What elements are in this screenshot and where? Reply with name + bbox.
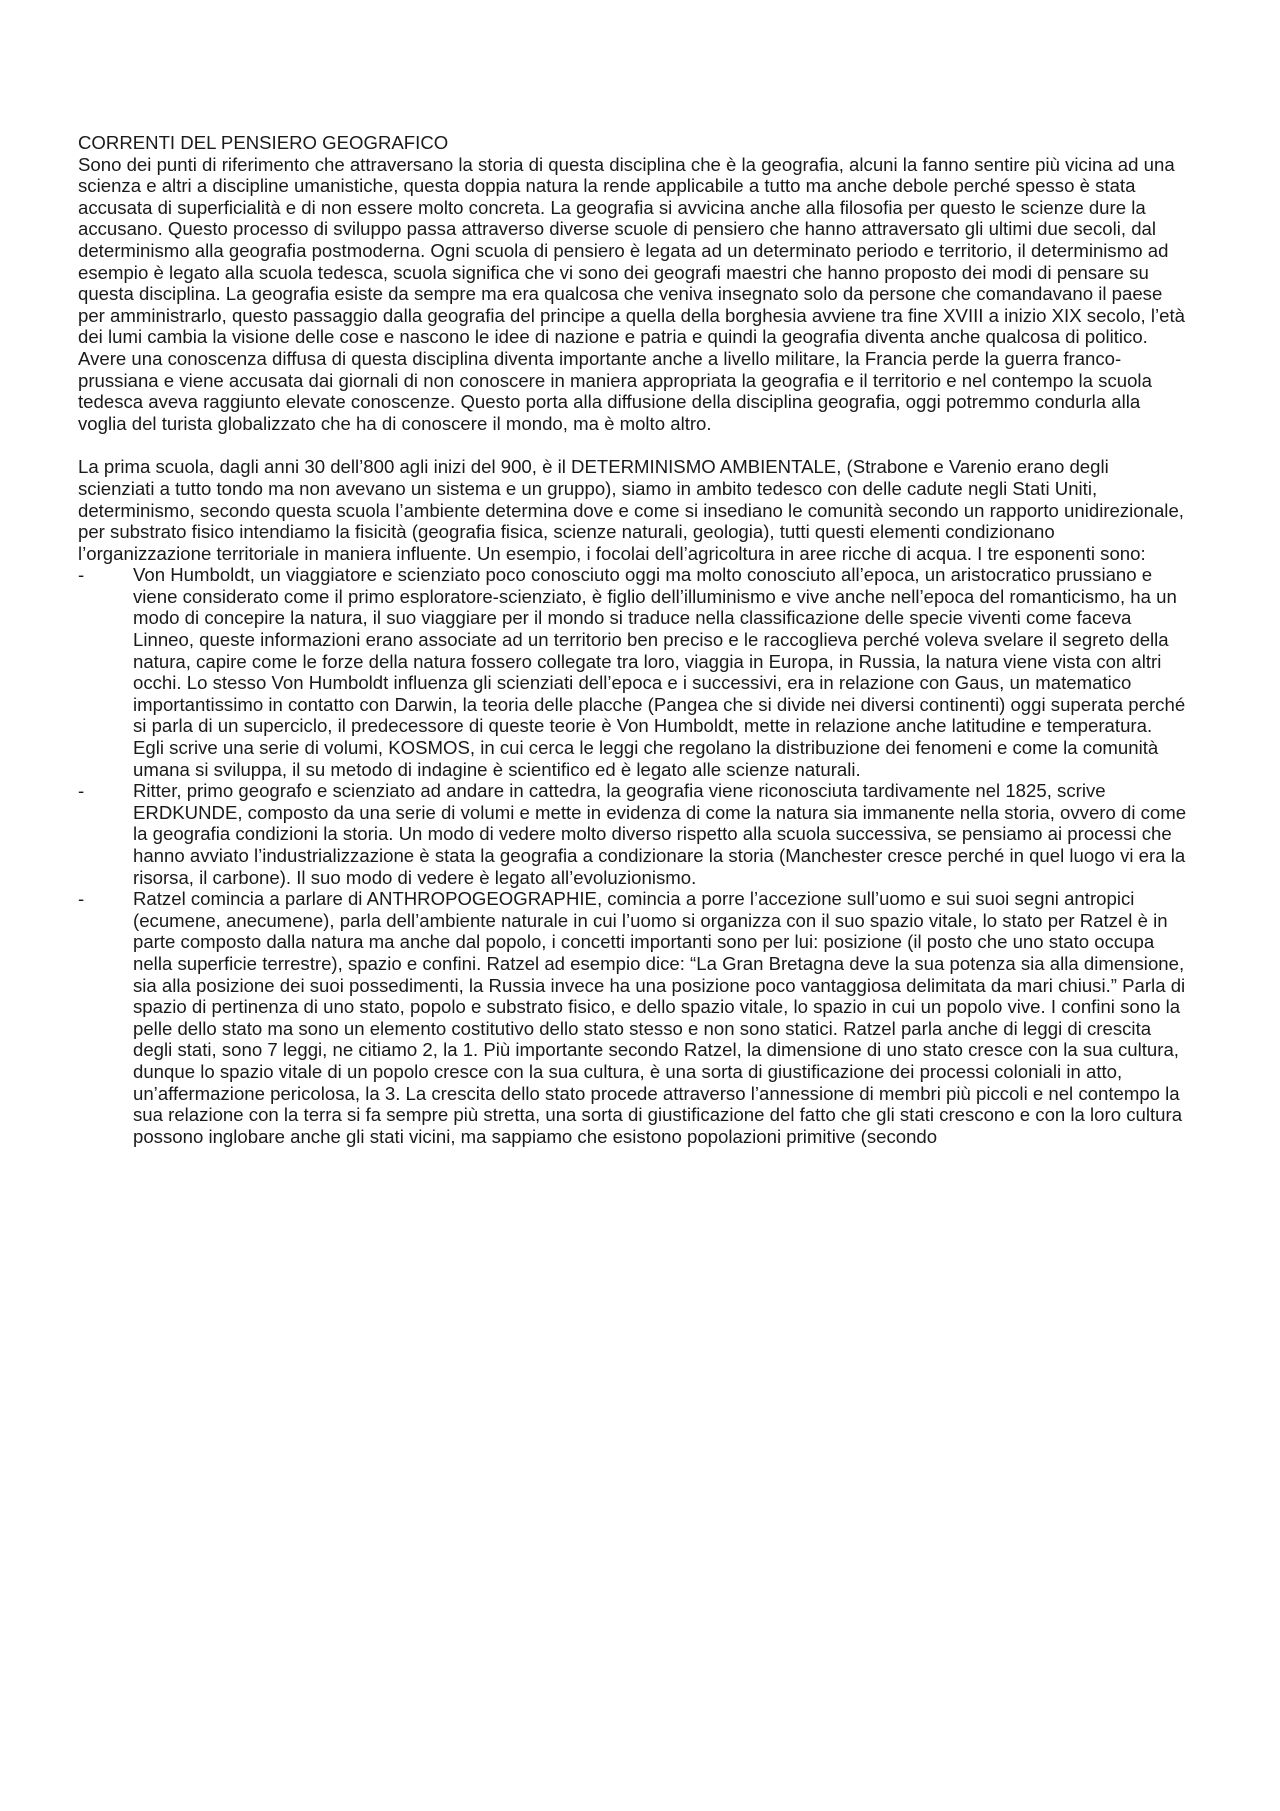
intro-paragraph: Sono dei punti di riferimento che attraversano la storia di questa disciplina che è la geografia, alcuni la fanno sentire più vicina ad una scienza e altri a discipline umanistiche, questa doppia natura la rende applicabile a tutto ma anche debole perché spesso è stata accusata di superficialità e di non essere molto concreta. La geografia si avvicina anche alla filosofia per questo le scienze dure la accusano. Questo processo di sviluppo passa attraverso diverse scuole di pensiero che hanno attraversato gli ultimi due secoli, dal determinismo alla geografia postmoderna. Ogni scuola di pensiero è legata ad un determinato periodo e territorio, il determinismo ad esempio è legato alla scuola tedesca, scuola significa che vi sono dei geografi maestri che hanno proposto dei modi di pensare su questa disciplina. La geografia esiste da sempre ma era qualcosa che veniva insegnato solo da persone che comandavano il paese per amministrarlo, questo passaggio dalla geografia del principe a quella della borghesia avviene tra fine XVIII a inizio XIX secolo, l’età dei lumi cambia la visione delle cose e nascono le idee di nazione e patria e quindi la geografia diventa anche qualcosa di politico. Avere una conoscenza diffusa di questa disciplina diventa importante anche a livello militare, la Francia perde la guerra franco-prussiana e viene accusata dai giornali di non conoscere in maniera appropriata la geografia e il territorio e nel contempo la scuola tedesca aveva raggiunto elevate conoscenze. Questo porta alla diffusione della disciplina geografia, oggi potremmo condurla alla voglia del turista globalizzato che ha di conoscere il mondo, ma è molto altro.: [78, 153, 1185, 434]
list-item-text: Ritter, primo geografo e scienziato ad andare in cattedra, la geografia viene riconosciuta tardivamente nel 1825, scrive ERDKUNDE, composto da una serie di volumi e mette in evidenza di come la natura sia immanente nella storia, ovvero di come la geografia condizioni la storia. Un modo di vedere molto diverso rispetto alla scuola successiva, se pensiamo ai processi che hanno avviato l’industrializzazione è stata la geografia a condizionare la storia (Manchester cresce perché in quel luogo vi era la risorsa, il carbone). Il suo modo di vedere è legato all’evoluzionismo.: [133, 780, 1187, 888]
paragraph-gap: [78, 434, 1188, 456]
exponents-list: [78, 564, 1188, 1147]
list-item-humboldt: [78, 564, 1188, 780]
dash-marker: -: [78, 780, 85, 802]
document-page: [78, 132, 1188, 1147]
list-item-ritter: [78, 780, 1188, 888]
dash-marker: -: [78, 564, 85, 586]
list-item-text: Von Humboldt, un viaggiatore e scienziato poco conosciuto oggi ma molto conosciuto all’epoca, un aristocratico prussiano e viene considerato come il primo esploratore-scienziato, è figlio dell’illuminismo e vive anche nell’epoca del romanticismo, ha un modo di concepire la natura, il suo viaggiare per il mondo si traduce nella classificazione delle specie viventi come faceva Linneo, queste informazioni erano associate ad un territorio ben preciso e le raccoglieva perché voleva svelare il segreto della natura, capire come le forze della natura fossero collegate tra loro, viaggia in Europa, in Russia, la natura viene vista con altri occhi. Lo stesso Von Humboldt influenza gli scienziati dell’epoca e i successivi, era in relazione con Gaus, un matematico importantissimo in contatto con Darwin, la teoria delle placche (Pangea che si divide nei diversi continenti) oggi superata perché si parla di un superciclo, il predecessore di queste teorie è Von Humboldt, mette in relazione anche latitudine e temperatura. Egli scrive una serie di volumi, KOSMOS, in cui cerca le leggi che regolano la distribuzione dei fenomeni e come la comunità umana si sviluppa, il su metodo di indagine è scientifico ed è legato alle scienze naturali.: [133, 564, 1186, 780]
list-item-ratzel: [78, 888, 1188, 1147]
list-item-text: Ratzel comincia a parlare di ANTHROPOGEOGRAPHIE, comincia a porre l’accezione sull’uomo e sui suoi segni antropici (ecumene, anecumene), parla dell’ambiente naturale in cui l’uomo si organizza con il suo spazio vitale, lo stato per Ratzel è in parte composto dalla natura ma anche dal popolo, i concetti importanti sono per lui: posizione (il posto che uno stato occupa nella superficie terrestre), spazio e confini. Ratzel ad esempio dice: “La Gran Bretagna deve la sua potenza sia alla dimensione, sia alla posizione dei suoi possedimenti, la Russia invece ha una posizione poco vantaggiosa delimitata da mari chiusi.” Parla di spazio di pertinenza di uno stato, popolo e substrato fisico, e dello spazio vitale, lo spazio in cui un popolo vive. I confini sono la pelle dello stato ma sono un elemento costitutivo dello stato stesso e non sono statici. Ratzel parla anche di leggi di crescita degli stati, sono 7 leggi, ne citiamo 2, la 1. Più importante secondo Ratzel, la dimensione di uno stato cresce con la sua cultura, dunque lo spazio vitale di un popolo cresce con la sua cultura, è una sorta di giustificazione dei processi coloniali in atto, un’affermazione pericolosa, la 3. La crescita dello stato procede attraverso l’annessione di membri più piccoli e nel contempo la sua relazione con la terra si fa sempre più stretta, una sorta di giustificazione del fatto che gli stati crescono e con la loro cultura possono inglobare anche gli stati vicini, ma sappiamo che esistono popolazioni primitive (secondo: [133, 888, 1186, 1147]
determinism-paragraph: La prima scuola, dagli anni 30 dell’800 agli inizi del 900, è il DETERMINISMO AMBIENTALE, (Strabone e Varenio erano degli scienziati a tutto tondo ma non avevano un sistema e un gruppo), siamo in ambito tedesco con delle cadute negli Stati Uniti, determinismo, secondo questa scuola l’ambiente determina dove e come si insediano le comunità secondo un rapporto unidirezionale, per substrato fisico intendiamo la fisicità (geografia fisica, scienze naturali, geologia), tutti questi elementi condizionano l’organizzazione territoriale in maniera influente. Un esempio, i focolai dell’agricoltura in aree ricche di acqua. I tre esponenti sono:: [78, 456, 1184, 564]
dash-marker: -: [78, 888, 85, 910]
document-title: CORRENTI DEL PENSIERO GEOGRAFICO: [78, 132, 449, 153]
